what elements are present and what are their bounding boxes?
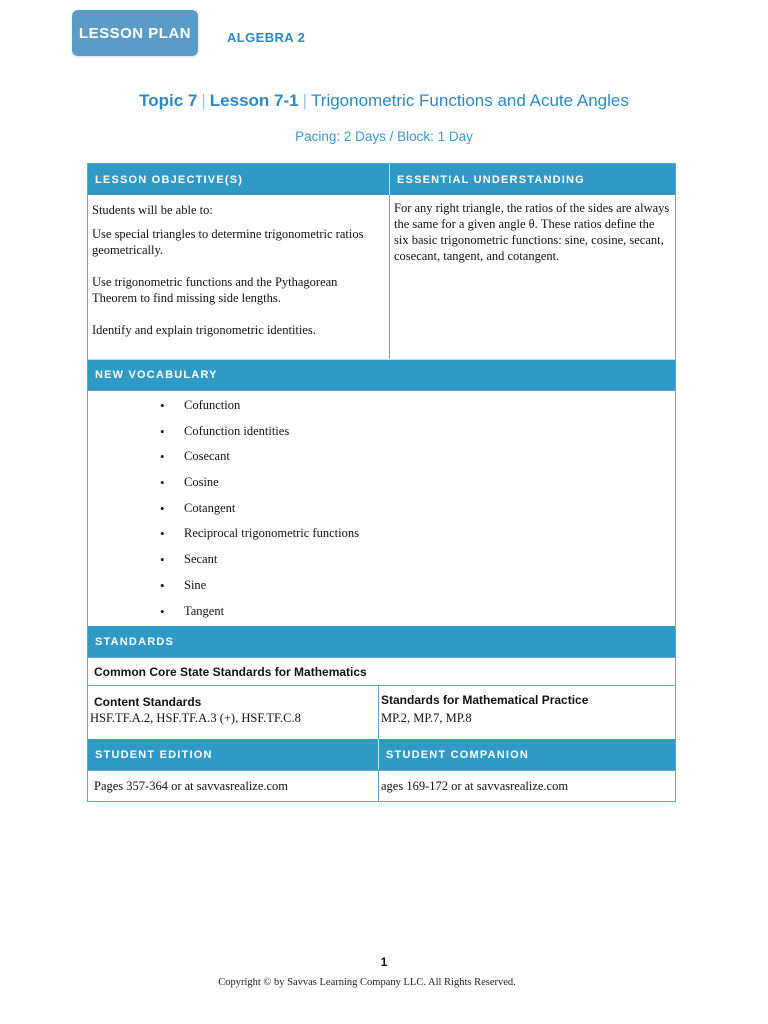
objective-item: Identify and explain trigonometric identities. (92, 323, 316, 337)
lesson-plan-badge: LESSON PLAN (72, 10, 198, 56)
vocabulary-item: • Cosine (88, 470, 675, 496)
essential-header: ESSENTIAL UNDERSTANDING (389, 164, 675, 195)
title-separator: | (302, 91, 308, 110)
standards-subheader: Common Core State Standards for Mathematics (94, 664, 367, 679)
title-separator: | (201, 91, 206, 110)
content-standards-cell (88, 686, 378, 739)
objectives-body-row (88, 195, 675, 359)
essential-text: For any right triangle, the ratios of the sides are always the same for a given angle θ. These ratios define the six basic trigonometric functions: sine, cosine, secant, cosecant, tangent, and cotangent. (394, 201, 670, 263)
student-body-row (88, 770, 675, 801)
lesson-label: Lesson 7-1 (209, 91, 299, 110)
pacing-text: Pacing: 2 Days / Block: 1 Day (295, 129, 473, 144)
standards-subheader-cell (88, 657, 675, 685)
vocabulary-header: NEW VOCABULARY (88, 359, 675, 390)
practice-standards-value: MP.2, MP.7, MP.8 (381, 711, 472, 725)
objectives-cell (88, 195, 389, 359)
vocabulary-item: • Cofunction identities (88, 419, 675, 445)
standards-detail-row (88, 685, 675, 739)
content-standards-value: HSF.TF.A.2, HSF.TF.A.3 (+), HSF.TF.C.8 (90, 711, 301, 725)
lesson-name: Trigonometric Functions and Acute Angles (311, 91, 629, 110)
vocabulary-item: • Sine (88, 573, 675, 599)
content-standards-label: Content Standards (94, 695, 202, 709)
vocabulary-item: • Cosecant (88, 444, 675, 470)
vocabulary-item: • Secant (88, 547, 675, 573)
objectives-header-row (88, 164, 675, 195)
subject-label: ALGEBRA 2 (227, 30, 306, 45)
practice-standards-cell (378, 686, 675, 739)
vocabulary-item: • Tangent (88, 599, 675, 625)
essential-cell (389, 195, 675, 359)
student-companion-text: ages 169-172 or at savvasrealize.com (381, 779, 569, 793)
vocabulary-item: • Cofunction (88, 393, 675, 419)
student-edition-cell (88, 771, 378, 801)
vocabulary-cell (88, 390, 675, 626)
topic-label: Topic 7 (139, 91, 198, 110)
objectives-intro: Students will be able to: (92, 203, 213, 217)
copyright-text: Copyright © by Savvas Learning Company LLC. All Rights Reserved. (218, 977, 516, 988)
student-edition-header: STUDENT EDITION (88, 739, 378, 770)
page-title (0, 91, 768, 111)
vocabulary-list (88, 393, 675, 624)
vocabulary-item: • Reciprocal trigonometric functions (88, 521, 675, 547)
vocabulary-item: • Cotangent (88, 496, 675, 522)
objectives-header: LESSON OBJECTIVE(S) (88, 164, 389, 195)
student-header-row (88, 739, 675, 770)
lesson-table (87, 163, 676, 802)
objective-item: Use trigonometric functions and the Pythagorean Theorem to find missing side lengths. (92, 275, 338, 305)
student-edition-text: Pages 357-364 or at savvasrealize.com (94, 779, 289, 793)
student-companion-header: STUDENT COMPANION (378, 739, 675, 770)
objective-item: Use special triangles to determine trigonometric ratios geometrically. (92, 227, 364, 257)
standards-header: STANDARDS (88, 626, 675, 657)
practice-standards-label: Standards for Mathematical Practice (381, 693, 589, 707)
page-number: 1 (380, 955, 388, 969)
student-companion-cell (378, 771, 675, 801)
